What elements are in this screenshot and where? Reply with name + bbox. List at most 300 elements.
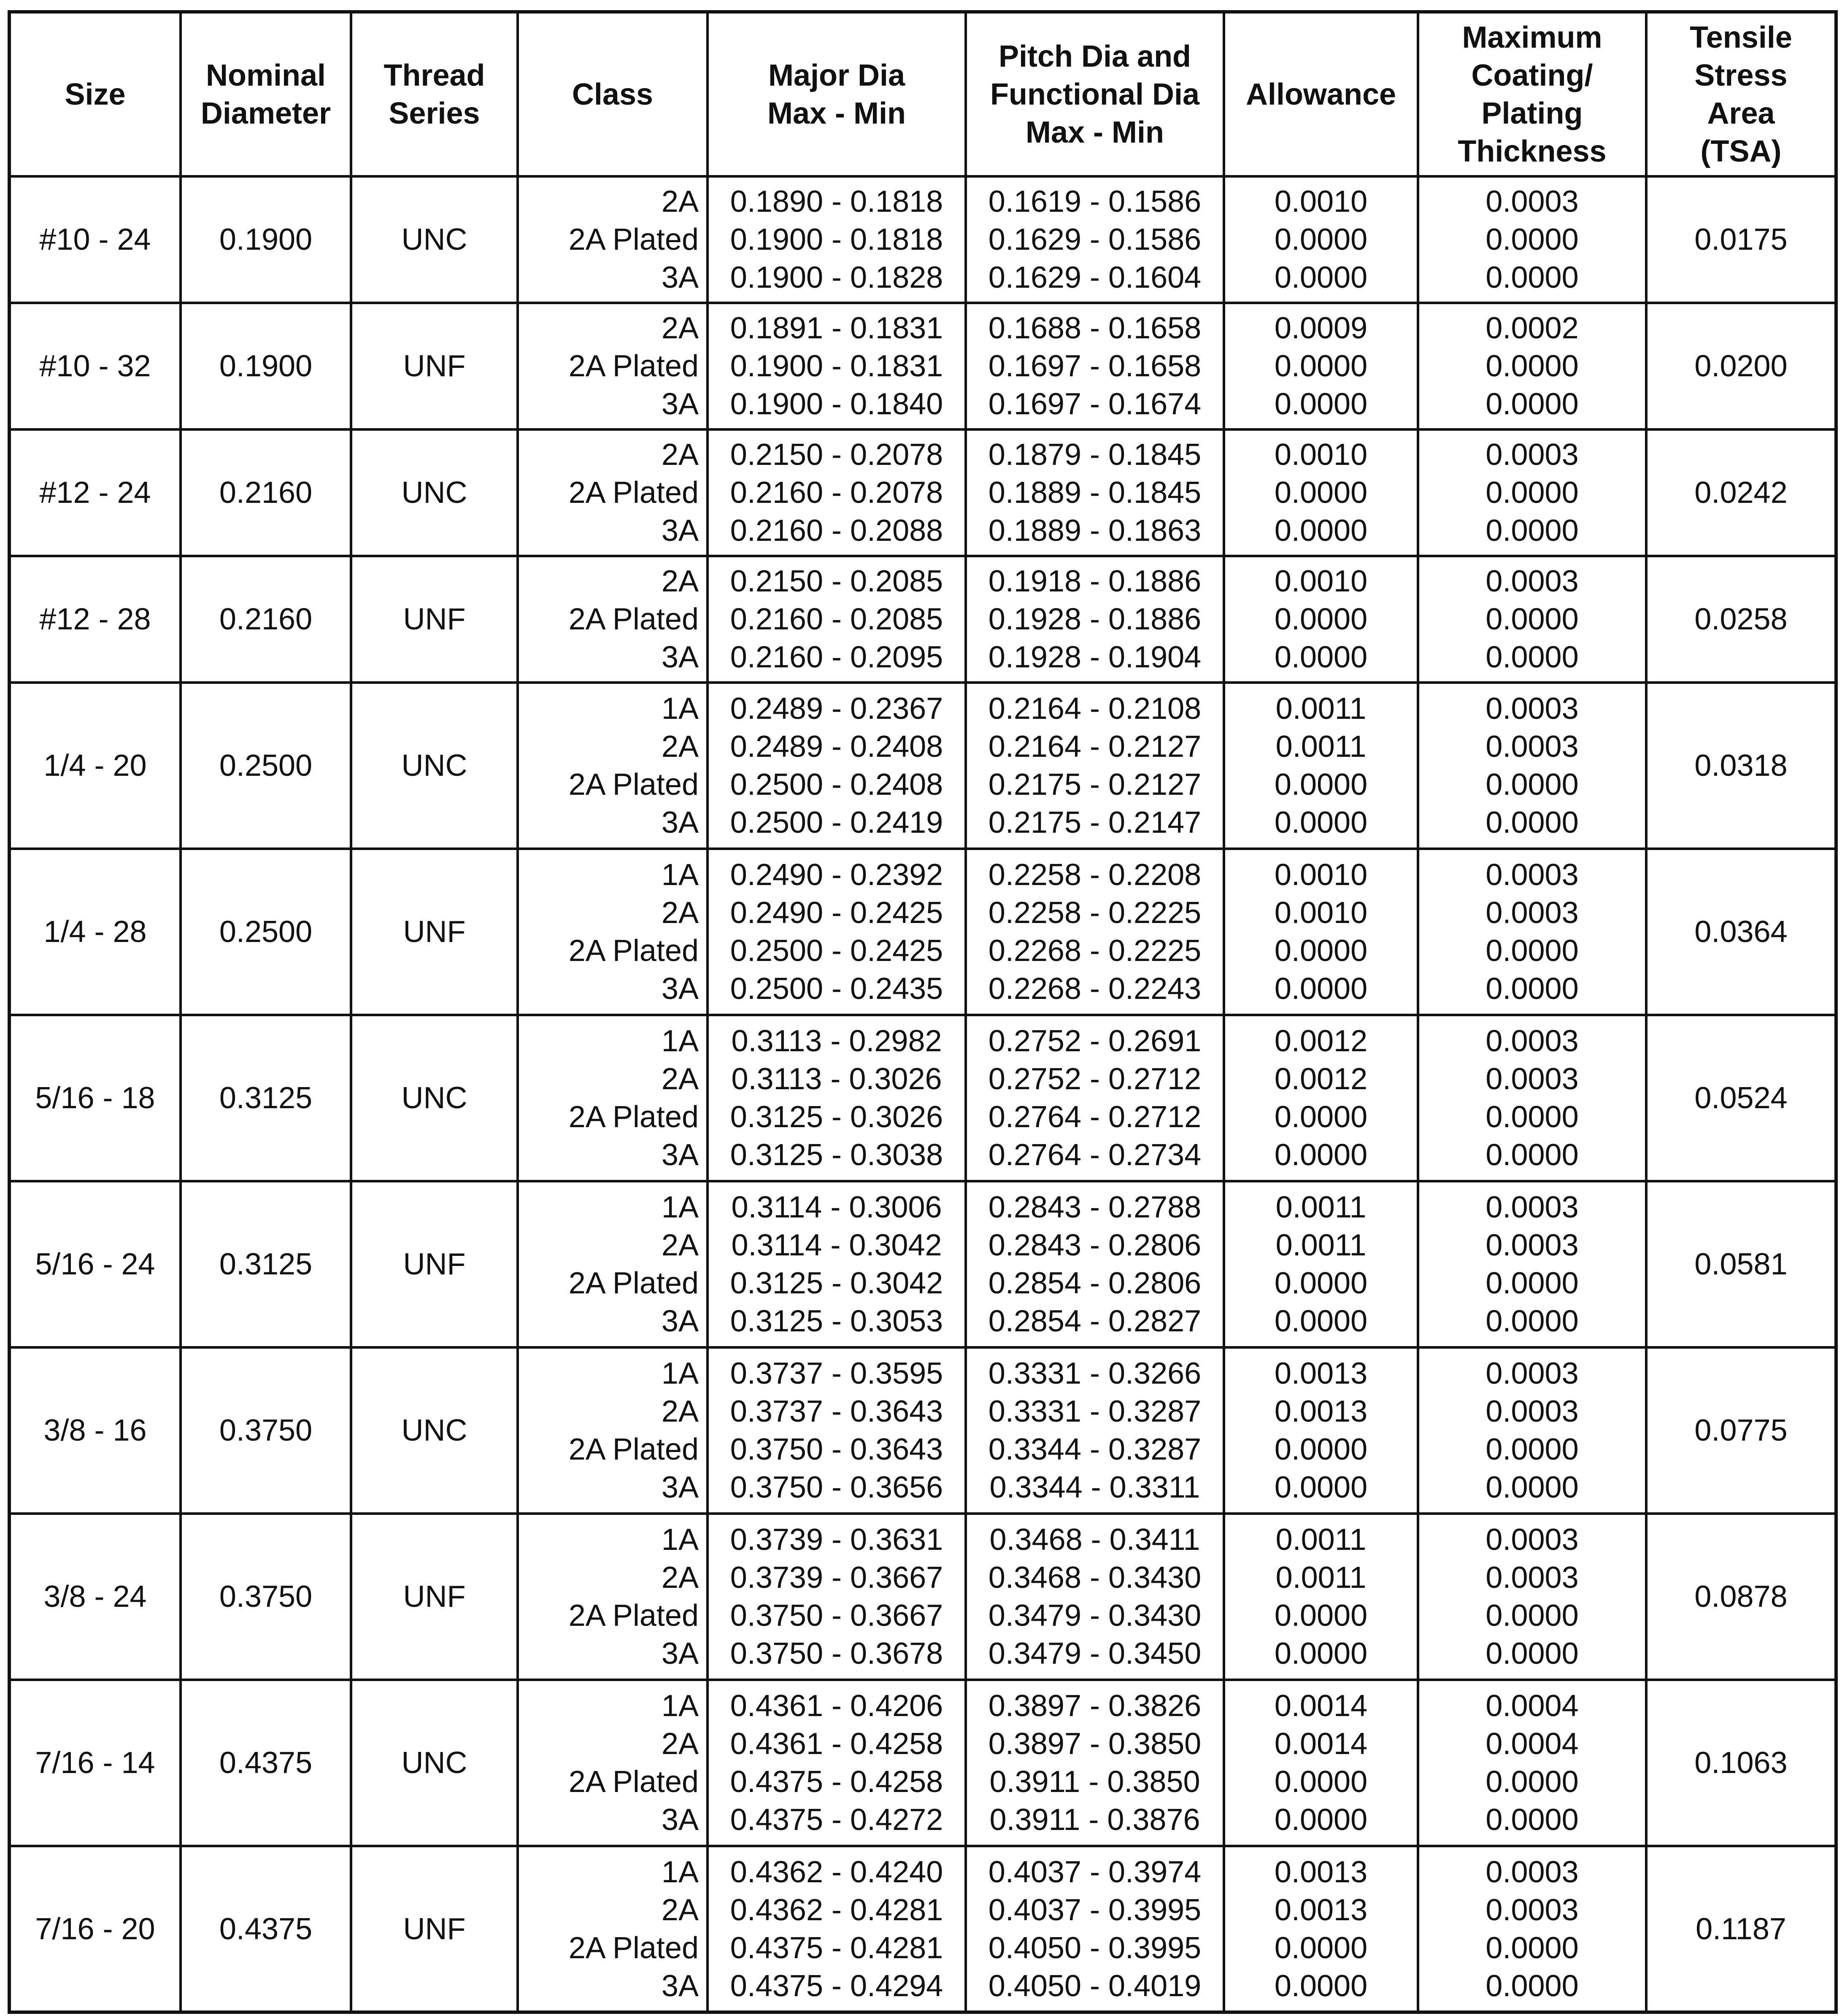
pitch-dia-cell-line: 0.1629 - 0.1586 [988, 223, 1202, 256]
pitch-dia-cell-line: 0.1688 - 0.1658 [988, 311, 1202, 345]
major-dia-cell-line: 0.3750 - 0.3643 [730, 1433, 943, 1466]
allowance-cell [1224, 1181, 1418, 1347]
pitch-dia-cell-line: 0.1697 - 0.1674 [988, 387, 1202, 421]
major-dia-cell-line: 0.4362 - 0.4281 [730, 1893, 943, 1927]
size-cell: 5/16 - 18 [9, 1015, 181, 1181]
class-cell-line: 2A Plated [568, 223, 699, 256]
size-cell: 1/4 - 20 [9, 683, 181, 849]
size-cell: #12 - 24 [9, 429, 181, 556]
allowance-cell [1224, 1680, 1418, 1846]
class-cell-line: 1A [661, 692, 699, 726]
coating-thickness-cell [1418, 1015, 1646, 1181]
column-header-line: Thickness [1458, 134, 1607, 168]
allowance-cell [1224, 303, 1418, 429]
allowance-cell [1224, 1846, 1418, 2012]
pitch-dia-cell-line: 0.4037 - 0.3974 [988, 1855, 1202, 1889]
allowance-cell [1224, 1347, 1418, 1514]
nominal-diameter-cell: 0.1900 [181, 176, 351, 303]
class-cell-line: 2A [661, 185, 699, 219]
column-header-line: Tensile [1690, 20, 1792, 54]
class-cell-line: 1A [661, 858, 699, 892]
class-cell [518, 1846, 708, 2012]
major-dia-cell [708, 683, 966, 849]
nominal-diameter-cell: 0.3125 [181, 1181, 351, 1347]
nominal-diameter-cell: 0.2160 [181, 556, 351, 683]
allowance-cell-line: 0.0014 [1274, 1727, 1368, 1761]
class-cell-line: 2A Plated [568, 1931, 699, 1965]
nominal-diameter-cell: 0.2500 [181, 849, 351, 1015]
nominal-diameter-cell: 0.1900 [181, 303, 351, 429]
pitch-dia-cell-line: 0.1889 - 0.1863 [988, 514, 1202, 548]
coating-thickness-cell-line: 0.0000 [1485, 476, 1579, 510]
major-dia-cell-line: 0.3737 - 0.3595 [730, 1357, 943, 1390]
tsa-cell: 0.0878 [1646, 1514, 1836, 1680]
allowance-cell-line: 0.0000 [1274, 514, 1368, 548]
major-dia-cell-line: 0.3125 - 0.3053 [730, 1304, 943, 1338]
coating-thickness-cell-line: 0.0000 [1485, 223, 1579, 256]
pitch-dia-cell-line: 0.1889 - 0.1845 [988, 476, 1202, 510]
pitch-dia-cell-line: 0.2764 - 0.2712 [988, 1100, 1202, 1134]
pitch-dia-cell [966, 849, 1224, 1015]
pitch-dia-cell [966, 1347, 1224, 1514]
coating-thickness-cell-line: 0.0003 [1485, 438, 1579, 472]
class-cell-line: 3A [661, 261, 699, 294]
size-cell: 7/16 - 20 [9, 1846, 181, 2012]
class-cell [518, 1514, 708, 1680]
allowance-cell-line: 0.0013 [1274, 1395, 1368, 1428]
pitch-dia-cell [966, 303, 1224, 429]
pitch-dia-cell [966, 1514, 1224, 1680]
pitch-dia-cell-line: 0.3479 - 0.3430 [988, 1599, 1202, 1633]
class-cell-line: 2A [661, 1561, 699, 1595]
column-header-line: Allowance [1245, 77, 1396, 111]
column-header-line: Size [65, 77, 126, 111]
major-dia-cell-line: 0.2490 - 0.2392 [730, 858, 943, 892]
pitch-dia-cell-line: 0.1697 - 0.1658 [988, 349, 1202, 383]
pitch-dia-cell-line: 0.2175 - 0.2127 [988, 768, 1202, 802]
coating-thickness-cell-line: 0.0000 [1485, 806, 1579, 839]
class-cell-line: 2A Plated [568, 349, 699, 383]
class-cell-line: 3A [661, 514, 699, 548]
coating-thickness-cell [1418, 683, 1646, 849]
major-dia-cell-line: 0.4375 - 0.4258 [730, 1765, 943, 1799]
pitch-dia-cell-line: 0.3468 - 0.3430 [988, 1561, 1202, 1595]
pitch-dia-cell-line: 0.3468 - 0.3411 [989, 1523, 1200, 1557]
coating-thickness-cell-line: 0.0003 [1485, 1893, 1579, 1927]
class-cell-line: 2A [661, 438, 699, 472]
allowance-cell-line: 0.0000 [1274, 640, 1368, 674]
column-header-max-coating [1418, 12, 1646, 176]
size-cell: 3/8 - 16 [9, 1347, 181, 1514]
class-cell-line: 2A [661, 1228, 699, 1262]
class-cell-line: 2A Plated [568, 1765, 699, 1799]
coating-thickness-cell-line: 0.0000 [1485, 1100, 1579, 1134]
class-cell-line: 1A [661, 1190, 699, 1224]
column-header-tsa [1646, 12, 1836, 176]
nominal-diameter-cell: 0.4375 [181, 1846, 351, 2012]
coating-thickness-cell-line: 0.0004 [1485, 1727, 1579, 1761]
header-row [9, 12, 1836, 176]
class-cell-line: 2A [661, 1062, 699, 1096]
column-header-line: Diameter [200, 96, 331, 130]
thread-series-cell: UNC [351, 683, 518, 849]
major-dia-cell-line: 0.3114 - 0.3042 [731, 1228, 942, 1262]
thread-series-cell: UNF [351, 1514, 518, 1680]
column-header-line: Major Dia [768, 58, 905, 92]
class-cell-line: 1A [661, 1357, 699, 1390]
major-dia-cell-line: 0.2150 - 0.2085 [730, 564, 943, 598]
class-cell [518, 683, 708, 849]
major-dia-cell-line: 0.2500 - 0.2435 [730, 972, 943, 1006]
allowance-cell-line: 0.0011 [1275, 1561, 1367, 1595]
coating-thickness-cell-line: 0.0003 [1485, 1561, 1579, 1595]
coating-thickness-cell-line: 0.0000 [1485, 640, 1579, 674]
column-header-line: Functional Dia [990, 77, 1200, 111]
major-dia-cell-line: 0.2500 - 0.2408 [730, 768, 943, 802]
class-cell-line: 1A [661, 1024, 699, 1058]
major-dia-cell [708, 303, 966, 429]
major-dia-cell [708, 429, 966, 556]
class-cell-line: 2A [661, 896, 699, 930]
pitch-dia-cell-line: 0.2843 - 0.2806 [988, 1228, 1202, 1262]
major-dia-cell-line: 0.4362 - 0.4240 [730, 1855, 943, 1889]
table-row [9, 849, 1836, 1015]
major-dia-cell [708, 1846, 966, 2012]
coating-thickness-cell-line: 0.0000 [1485, 514, 1579, 548]
allowance-cell-line: 0.0012 [1274, 1024, 1368, 1058]
pitch-dia-cell-line: 0.3911 - 0.3850 [989, 1765, 1200, 1799]
coating-thickness-cell-line: 0.0000 [1485, 1304, 1579, 1338]
tsa-cell: 0.0364 [1646, 849, 1836, 1015]
coating-thickness-cell-line: 0.0004 [1485, 1689, 1579, 1723]
thread-series-cell: UNF [351, 1181, 518, 1347]
column-header-line: Nominal [205, 58, 326, 92]
column-header-line: Series [389, 96, 480, 130]
size-cell: #10 - 24 [9, 176, 181, 303]
class-cell-line: 1A [661, 1689, 699, 1723]
major-dia-cell-line: 0.4375 - 0.4281 [730, 1931, 943, 1965]
coating-thickness-cell-line: 0.0000 [1485, 1637, 1579, 1671]
class-cell [518, 176, 708, 303]
column-header-line: Thread [384, 58, 485, 92]
thread-series-cell: UNC [351, 176, 518, 303]
allowance-cell-line: 0.0011 [1275, 1523, 1367, 1557]
pitch-dia-cell [966, 556, 1224, 683]
allowance-cell-line: 0.0000 [1274, 934, 1368, 968]
pitch-dia-cell-line: 0.1928 - 0.1904 [988, 640, 1202, 674]
table-row [9, 1680, 1836, 1846]
class-cell-line: 3A [661, 1803, 699, 1837]
pitch-dia-cell-line: 0.2258 - 0.2208 [988, 858, 1202, 892]
class-cell-line: 2A [661, 564, 699, 598]
pitch-dia-cell-line: 0.2268 - 0.2243 [988, 972, 1202, 1006]
major-dia-cell-line: 0.1900 - 0.1840 [730, 387, 943, 421]
coating-thickness-cell-line: 0.0003 [1485, 1523, 1579, 1557]
allowance-cell [1224, 176, 1418, 303]
class-cell [518, 556, 708, 683]
class-cell [518, 1680, 708, 1846]
coating-thickness-cell [1418, 429, 1646, 556]
allowance-cell-line: 0.0000 [1274, 223, 1368, 256]
allowance-cell-line: 0.0000 [1274, 1471, 1368, 1504]
coating-thickness-cell [1418, 1347, 1646, 1514]
coating-thickness-cell-line: 0.0000 [1485, 1433, 1579, 1466]
coating-thickness-cell-line: 0.0003 [1485, 1395, 1579, 1428]
class-cell [518, 1015, 708, 1181]
nominal-diameter-cell: 0.2500 [181, 683, 351, 849]
coating-thickness-cell-line: 0.0003 [1485, 1062, 1579, 1096]
coating-thickness-cell-line: 0.0002 [1485, 311, 1579, 345]
pitch-dia-cell-line: 0.1619 - 0.1586 [988, 185, 1202, 219]
coating-thickness-cell-line: 0.0000 [1485, 1266, 1579, 1300]
major-dia-cell-line: 0.2150 - 0.2078 [730, 438, 943, 472]
coating-thickness-cell-line: 0.0000 [1485, 1138, 1579, 1172]
column-header-line: Coating/ [1471, 58, 1593, 92]
thread-series-cell: UNC [351, 1347, 518, 1514]
coating-thickness-cell [1418, 303, 1646, 429]
size-cell: 1/4 - 28 [9, 849, 181, 1015]
coating-thickness-cell-line: 0.0003 [1485, 1357, 1579, 1390]
pitch-dia-cell-line: 0.2175 - 0.2147 [988, 806, 1202, 839]
pitch-dia-cell [966, 1846, 1224, 2012]
allowance-cell-line: 0.0000 [1274, 1765, 1368, 1799]
coating-thickness-cell-line: 0.0000 [1485, 602, 1579, 636]
allowance-cell-line: 0.0000 [1274, 1803, 1368, 1837]
allowance-cell-line: 0.0000 [1274, 1969, 1368, 2003]
allowance-cell-line: 0.0000 [1274, 349, 1368, 383]
column-header-line: (TSA) [1700, 134, 1782, 168]
major-dia-cell-line: 0.3114 - 0.3006 [731, 1190, 942, 1224]
class-cell-line: 3A [661, 1471, 699, 1504]
class-cell-line: 3A [661, 1637, 699, 1671]
pitch-dia-cell-line: 0.2843 - 0.2788 [988, 1190, 1202, 1224]
major-dia-cell-line: 0.4375 - 0.4272 [730, 1803, 943, 1837]
tsa-cell: 0.0581 [1646, 1181, 1836, 1347]
column-header-line: Max - Min [1025, 115, 1164, 149]
class-cell [518, 1181, 708, 1347]
major-dia-cell-line: 0.2500 - 0.2425 [730, 934, 943, 968]
class-cell-line: 3A [661, 1304, 699, 1338]
pitch-dia-cell-line: 0.1928 - 0.1886 [988, 602, 1202, 636]
pitch-dia-cell [966, 683, 1224, 849]
pitch-dia-cell-line: 0.3911 - 0.3876 [989, 1803, 1200, 1837]
thread-series-cell: UNC [351, 1680, 518, 1846]
major-dia-cell-line: 0.3125 - 0.3038 [730, 1138, 943, 1172]
major-dia-cell [708, 1015, 966, 1181]
pitch-dia-cell-line: 0.3331 - 0.3287 [988, 1395, 1202, 1428]
allowance-cell-line: 0.0000 [1274, 261, 1368, 294]
coating-thickness-cell-line: 0.0000 [1485, 1969, 1579, 2003]
class-cell-line: 2A Plated [568, 1599, 699, 1633]
pitch-dia-cell-line: 0.3479 - 0.3450 [988, 1637, 1202, 1671]
class-cell-line: 2A [661, 730, 699, 764]
column-header-line: Pitch Dia and [998, 39, 1191, 73]
class-cell-line: 2A [661, 311, 699, 345]
thread-series-cell: UNF [351, 556, 518, 683]
table-row [9, 1015, 1836, 1181]
coating-thickness-cell [1418, 1846, 1646, 2012]
major-dia-cell-line: 0.1890 - 0.1818 [730, 185, 943, 219]
pitch-dia-cell-line: 0.2764 - 0.2734 [988, 1138, 1202, 1172]
nominal-diameter-cell: 0.3125 [181, 1015, 351, 1181]
class-cell [518, 303, 708, 429]
column-header-line: Max - Min [767, 96, 906, 130]
allowance-cell-line: 0.0010 [1274, 564, 1368, 598]
column-header-nominal-diameter [181, 12, 351, 176]
class-cell-line: 2A Plated [568, 1100, 699, 1134]
major-dia-cell-line: 0.4361 - 0.4206 [730, 1689, 943, 1723]
coating-thickness-cell-line: 0.0003 [1485, 692, 1579, 726]
allowance-cell-line: 0.0000 [1274, 476, 1368, 510]
major-dia-cell-line: 0.2160 - 0.2095 [730, 640, 943, 674]
class-cell-line: 2A Plated [568, 602, 699, 636]
class-cell-line: 1A [661, 1523, 699, 1557]
allowance-cell [1224, 683, 1418, 849]
major-dia-cell-line: 0.1900 - 0.1828 [730, 261, 943, 294]
column-header-line: Maximum [1462, 20, 1602, 54]
allowance-cell-line: 0.0010 [1274, 858, 1368, 892]
allowance-cell [1224, 849, 1418, 1015]
coating-thickness-cell-line: 0.0000 [1485, 261, 1579, 294]
class-cell-line: 2A [661, 1395, 699, 1428]
major-dia-cell-line: 0.2500 - 0.2419 [730, 806, 943, 839]
major-dia-cell-line: 0.1900 - 0.1831 [730, 349, 943, 383]
class-cell-line: 2A [661, 1893, 699, 1927]
allowance-cell-line: 0.0014 [1274, 1689, 1368, 1723]
allowance-cell-line: 0.0010 [1274, 185, 1368, 219]
table-row [9, 429, 1836, 556]
pitch-dia-cell-line: 0.1918 - 0.1886 [988, 564, 1202, 598]
column-header-thread-series [351, 12, 518, 176]
class-cell-line: 3A [661, 387, 699, 421]
tsa-cell: 0.1187 [1646, 1846, 1836, 2012]
major-dia-cell [708, 849, 966, 1015]
table-body [9, 176, 1836, 2012]
allowance-cell-line: 0.0000 [1274, 387, 1368, 421]
coating-thickness-cell-line: 0.0000 [1485, 1803, 1579, 1837]
major-dia-cell-line: 0.3737 - 0.3643 [730, 1395, 943, 1428]
pitch-dia-cell-line: 0.3897 - 0.3850 [988, 1727, 1202, 1761]
pitch-dia-cell [966, 1181, 1224, 1347]
column-header-major-dia [708, 12, 966, 176]
allowance-cell-line: 0.0010 [1274, 896, 1368, 930]
pitch-dia-cell-line: 0.2854 - 0.2806 [988, 1266, 1202, 1300]
thread-spec-table [8, 10, 1838, 2014]
class-cell [518, 429, 708, 556]
major-dia-cell-line: 0.3113 - 0.2982 [731, 1024, 942, 1058]
major-dia-cell [708, 1181, 966, 1347]
major-dia-cell [708, 1514, 966, 1680]
column-header-pitch-dia [966, 12, 1224, 176]
major-dia-cell-line: 0.2160 - 0.2085 [730, 602, 943, 636]
allowance-cell-line: 0.0000 [1274, 1637, 1368, 1671]
coating-thickness-cell-line: 0.0003 [1485, 858, 1579, 892]
class-cell-line: 1A [661, 1855, 699, 1889]
allowance-cell-line: 0.0000 [1274, 1931, 1368, 1965]
coating-thickness-cell-line: 0.0000 [1485, 1471, 1579, 1504]
thread-series-cell: UNC [351, 429, 518, 556]
table-row [9, 556, 1836, 683]
pitch-dia-cell-line: 0.3897 - 0.3826 [988, 1689, 1202, 1723]
tsa-cell: 0.0175 [1646, 176, 1836, 303]
coating-thickness-cell [1418, 849, 1646, 1015]
nominal-diameter-cell: 0.2160 [181, 429, 351, 556]
pitch-dia-cell-line: 0.2268 - 0.2225 [988, 934, 1202, 968]
thread-series-cell: UNF [351, 1846, 518, 2012]
pitch-dia-cell-line: 0.2752 - 0.2691 [988, 1024, 1202, 1058]
allowance-cell-line: 0.0011 [1275, 1190, 1367, 1224]
size-cell: #10 - 32 [9, 303, 181, 429]
coating-thickness-cell-line: 0.0003 [1485, 1228, 1579, 1262]
major-dia-cell-line: 0.2160 - 0.2078 [730, 476, 943, 510]
allowance-cell-line: 0.0011 [1275, 1228, 1367, 1262]
column-header-line: Stress [1694, 58, 1788, 92]
thread-series-cell: UNC [351, 1015, 518, 1181]
coating-thickness-cell [1418, 1514, 1646, 1680]
class-cell-line: 2A Plated [568, 1433, 699, 1466]
class-cell-line: 2A Plated [568, 934, 699, 968]
tsa-cell: 0.0242 [1646, 429, 1836, 556]
size-cell: #12 - 28 [9, 556, 181, 683]
allowance-cell-line: 0.0000 [1274, 1266, 1368, 1300]
coating-thickness-cell-line: 0.0003 [1485, 730, 1579, 764]
pitch-dia-cell [966, 429, 1224, 556]
size-cell: 7/16 - 14 [9, 1680, 181, 1846]
pitch-dia-cell-line: 0.2258 - 0.2225 [988, 896, 1202, 930]
allowance-cell-line: 0.0013 [1274, 1855, 1368, 1889]
major-dia-cell-line: 0.3750 - 0.3667 [730, 1599, 943, 1633]
major-dia-cell-line: 0.2160 - 0.2088 [730, 514, 943, 548]
tsa-cell: 0.0258 [1646, 556, 1836, 683]
allowance-cell-line: 0.0000 [1274, 1304, 1368, 1338]
table-row [9, 1347, 1836, 1514]
pitch-dia-cell-line: 0.4050 - 0.3995 [988, 1931, 1202, 1965]
column-header-allowance [1224, 12, 1418, 176]
allowance-cell [1224, 429, 1418, 556]
class-cell-line: 3A [661, 972, 699, 1006]
pitch-dia-cell [966, 176, 1224, 303]
pitch-dia-cell [966, 1680, 1224, 1846]
tsa-cell: 0.1063 [1646, 1680, 1836, 1846]
major-dia-cell-line: 0.3125 - 0.3026 [730, 1100, 943, 1134]
major-dia-cell-line: 0.3125 - 0.3042 [730, 1266, 943, 1300]
pitch-dia-cell-line: 0.2752 - 0.2712 [988, 1062, 1202, 1096]
nominal-diameter-cell: 0.4375 [181, 1680, 351, 1846]
allowance-cell-line: 0.0000 [1274, 768, 1368, 802]
major-dia-cell-line: 0.4375 - 0.4294 [730, 1969, 943, 2003]
pitch-dia-cell-line: 0.1629 - 0.1604 [988, 261, 1202, 294]
column-header-class [518, 12, 708, 176]
pitch-dia-cell-line: 0.3344 - 0.3287 [988, 1433, 1202, 1466]
major-dia-cell-line: 0.2490 - 0.2425 [730, 896, 943, 930]
column-header-line: Plating [1481, 96, 1583, 130]
size-cell: 5/16 - 24 [9, 1181, 181, 1347]
pitch-dia-cell-line: 0.1879 - 0.1845 [988, 438, 1202, 472]
coating-thickness-cell [1418, 176, 1646, 303]
column-header-size [9, 12, 181, 176]
table-row [9, 1181, 1836, 1347]
major-dia-cell-line: 0.3750 - 0.3678 [730, 1637, 943, 1671]
pitch-dia-cell-line: 0.2164 - 0.2127 [988, 730, 1202, 764]
major-dia-cell [708, 1680, 966, 1846]
major-dia-cell-line: 0.3113 - 0.3026 [731, 1062, 942, 1096]
allowance-cell [1224, 1015, 1418, 1181]
table-row [9, 1514, 1836, 1680]
allowance-cell-line: 0.0000 [1274, 1100, 1368, 1134]
major-dia-cell-line: 0.3739 - 0.3667 [730, 1561, 943, 1595]
allowance-cell-line: 0.0000 [1274, 1599, 1368, 1633]
major-dia-cell-line: 0.3750 - 0.3656 [730, 1471, 943, 1504]
